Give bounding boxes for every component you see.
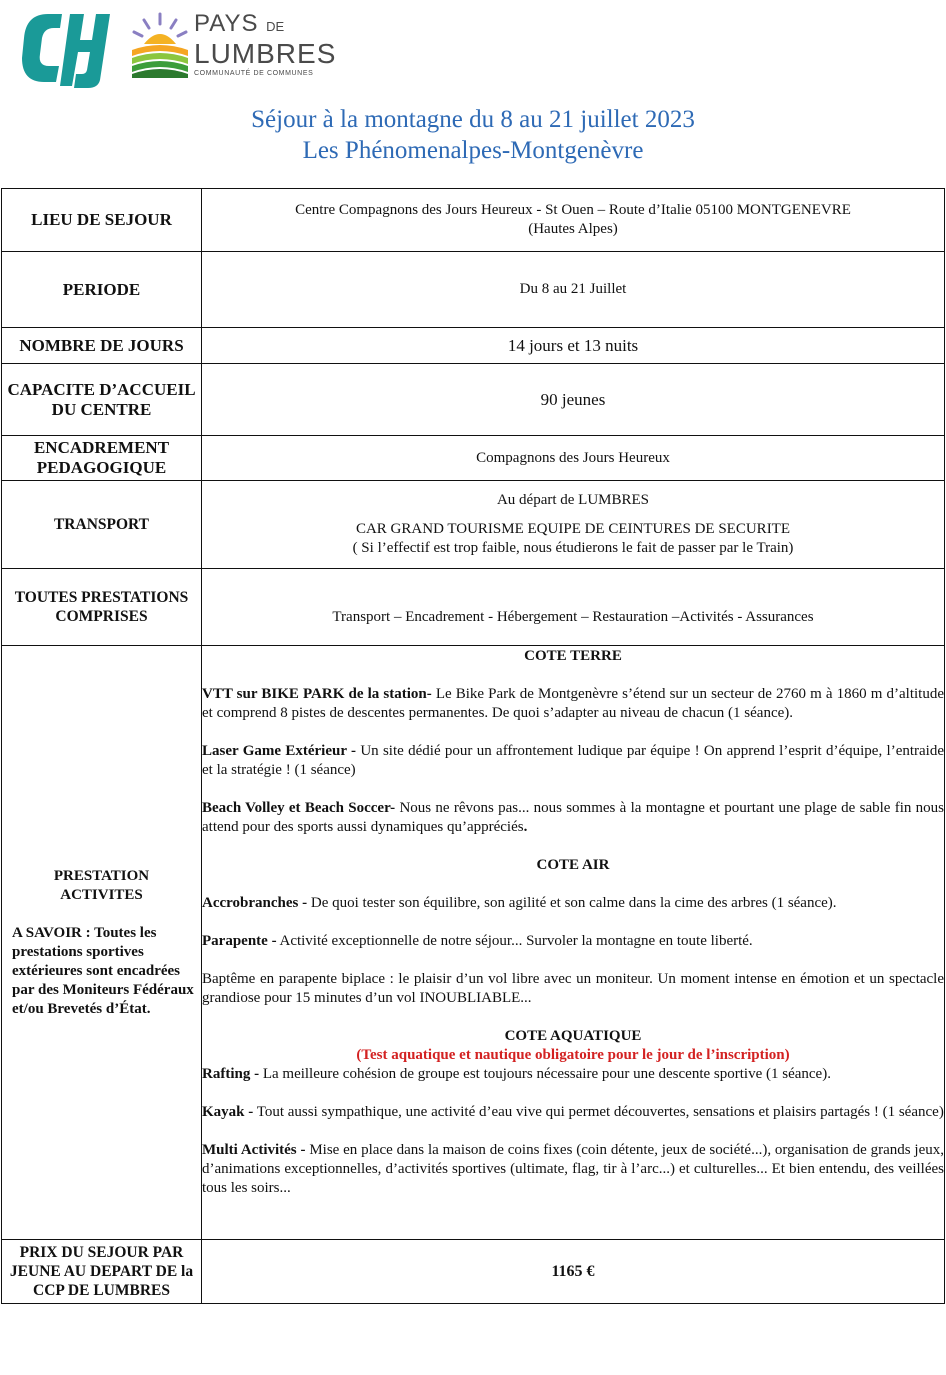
- accro-text: De quoi tester son équilibre, son agilité et son calme dans la cime des arbres (1 séance).: [307, 895, 837, 911]
- activity-vtt: [202, 685, 944, 723]
- activity-rafting: [202, 1065, 944, 1084]
- transport-line2: CAR GRAND TOURISME EQUIPE DE CEINTURES DE SECURITE: [355, 521, 791, 537]
- heading-cote-terre: COTE TERRE: [524, 648, 622, 664]
- activites-title-2: ACTIVITES: [60, 886, 143, 903]
- value-periode: Du 8 au 21 Juillet: [202, 252, 945, 328]
- value-lieu-line1: Centre Compagnons des Jours Heureux - St Ouen – Route d’Italie 05100 MONTGENEVRE: [295, 202, 851, 218]
- sun-fields-icon: [130, 10, 190, 80]
- activites-note: A SAVOIR : Toutes les prestations sportives extérieures sont encadrées par des Moniteurs Fédéraux et/ou Brevetés d’État.: [12, 924, 194, 1017]
- row-encadrement: [2, 436, 945, 481]
- title-line-2: Les Phénomenalpes-Montgenèvre: [302, 137, 644, 164]
- activites-content: [202, 646, 945, 1240]
- row-capacite: [2, 364, 945, 436]
- beach-text: Nous ne rêvons pas... nous sommes à la montagne et pourtant une plage de sable fin nous attend pour des sports aussi dynamiques qu’appréciés: [202, 800, 944, 835]
- sejour-table: [1, 188, 945, 1304]
- test-aquatique-warning: (Test aquatique et nautique obligatoire pour le jour de l’inscription): [356, 1047, 790, 1063]
- activity-bapteme: Baptême en parapente biplace : le plaisir d’un vol libre avec un moniteur. Un moment intense en émotion et un spectacle grandiose pour 15 minutes d’un vol INOUBLIABLE...: [202, 971, 944, 1006]
- laser-title: Laser Game Extérieur -: [202, 743, 357, 759]
- multi-text: Mise en place dans la maison de coins fixes (coin détente, jeux de société...), organisation de grands jeux, d’animations exceptionnelles, d’activités sportives (ultimate, flag, tir à l’arc...) et culturelles... Et bien entendu, des veillées tous les soirs...: [202, 1142, 945, 1196]
- activity-accrobranches: [202, 894, 944, 913]
- kayak-text: Tout aussi sympathique, une activité d’eau vive qui permet découvertes, sensations et plaisirs partagés ! (1 séance): [253, 1104, 944, 1120]
- rafting-text: La meilleure cohésion de groupe est toujours nécessaire pour une descente sportive (1 séance).: [259, 1066, 831, 1082]
- rafting-title: Rafting -: [202, 1066, 260, 1082]
- label-periode: PERIODE: [2, 252, 202, 328]
- label-transport: TRANSPORT: [2, 481, 202, 569]
- label-prix: PRIX DU SEJOUR PAR JEUNE AU DEPART DE la CCP DE LUMBRES: [2, 1240, 202, 1304]
- value-lieu-line2: (Hautes Alpes): [528, 221, 618, 237]
- row-activites: [2, 646, 945, 1240]
- row-prix: [2, 1240, 945, 1304]
- activites-title-1: PRESTATION: [53, 867, 150, 884]
- label-jours: NOMBRE DE JOURS: [2, 328, 202, 364]
- heading-cote-air: COTE AIR: [536, 857, 610, 873]
- cjh-logo: [22, 8, 114, 88]
- logo-subtitle: COMMUNAUTÉ DE COMMUNES: [194, 70, 314, 77]
- label-activites: [2, 646, 202, 1240]
- value-capacite: 90 jeunes: [202, 364, 945, 436]
- activity-beach: [202, 799, 944, 837]
- logo-de-word: DE: [266, 19, 285, 34]
- row-lieu: [2, 189, 945, 252]
- logo-lumbres-word: LUMBRES: [194, 38, 337, 69]
- activity-kayak: [202, 1103, 944, 1122]
- accro-title: Accrobranches -: [202, 895, 308, 911]
- label-lieu: LIEU DE SEJOUR: [2, 189, 202, 252]
- parapente-text: Activité exceptionnelle de notre séjour... Survoler la montagne en toute liberté.: [276, 933, 753, 949]
- vtt-title: VTT sur BIKE PARK de la station-: [202, 686, 432, 702]
- title-line-1: Séjour à la montagne du 8 au 21 juillet 2023: [251, 106, 695, 133]
- row-transport: [2, 481, 945, 569]
- parapente-title: Parapente -: [202, 933, 277, 949]
- label-encadrement: ENCADREMENT PEDAGOGIQUE: [2, 436, 202, 481]
- activity-multi: [202, 1141, 944, 1198]
- value-transport: [202, 481, 945, 569]
- pays-de-lumbres-logo: [130, 8, 360, 84]
- logo-pays-word: PAYS: [194, 10, 259, 37]
- row-prestations: [2, 569, 945, 646]
- laser-text: Un site dédié pour un affrontement ludique par équipe ! On apprend l’esprit d’équipe, l’entraide et la stratégie ! (1 séance): [202, 743, 944, 778]
- transport-line3: ( Si l’effectif est trop faible, nous étudierons le fait de passer par le Train): [352, 540, 794, 556]
- multi-title: Multi Activités -: [202, 1142, 306, 1158]
- page-title: [0, 104, 946, 166]
- value-jours: 14 jours et 13 nuits: [202, 328, 945, 364]
- activity-laser: [202, 742, 944, 780]
- value-prix: [202, 1240, 945, 1304]
- label-prestations: TOUTES PRESTATIONS COMPRISES: [2, 569, 202, 646]
- value-prestations: [202, 569, 945, 646]
- beach-title: Beach Volley et Beach Soccer-: [202, 800, 396, 816]
- heading-cote-aquatique: COTE AQUATIQUE: [504, 1028, 642, 1044]
- row-periode: [2, 252, 945, 328]
- value-lieu: [202, 189, 945, 252]
- activity-parapente: [202, 932, 944, 951]
- transport-line1: Au départ de LUMBRES: [496, 492, 650, 508]
- vtt-text: Le Bike Park de Montgenèvre s’étend sur un secteur de 2760 m à 1860 m d’altitude et comprend 8 pistes de descentes permanentes. De quoi s’adapter au niveau de chacun (1 séance).: [202, 686, 944, 721]
- kayak-title: Kayak -: [202, 1104, 254, 1120]
- value-prestations-text: Transport – Encadrement - Hébergement – Restauration –Activités - Assurances: [332, 608, 814, 625]
- value-encadrement: Compagnons des Jours Heureux: [202, 436, 945, 481]
- beach-end: .: [523, 819, 528, 835]
- row-jours: [2, 328, 945, 364]
- label-capacite: CAPACITE D’ACCUEIL DU CENTRE: [2, 364, 202, 436]
- price-value: 1165 €: [551, 1262, 595, 1280]
